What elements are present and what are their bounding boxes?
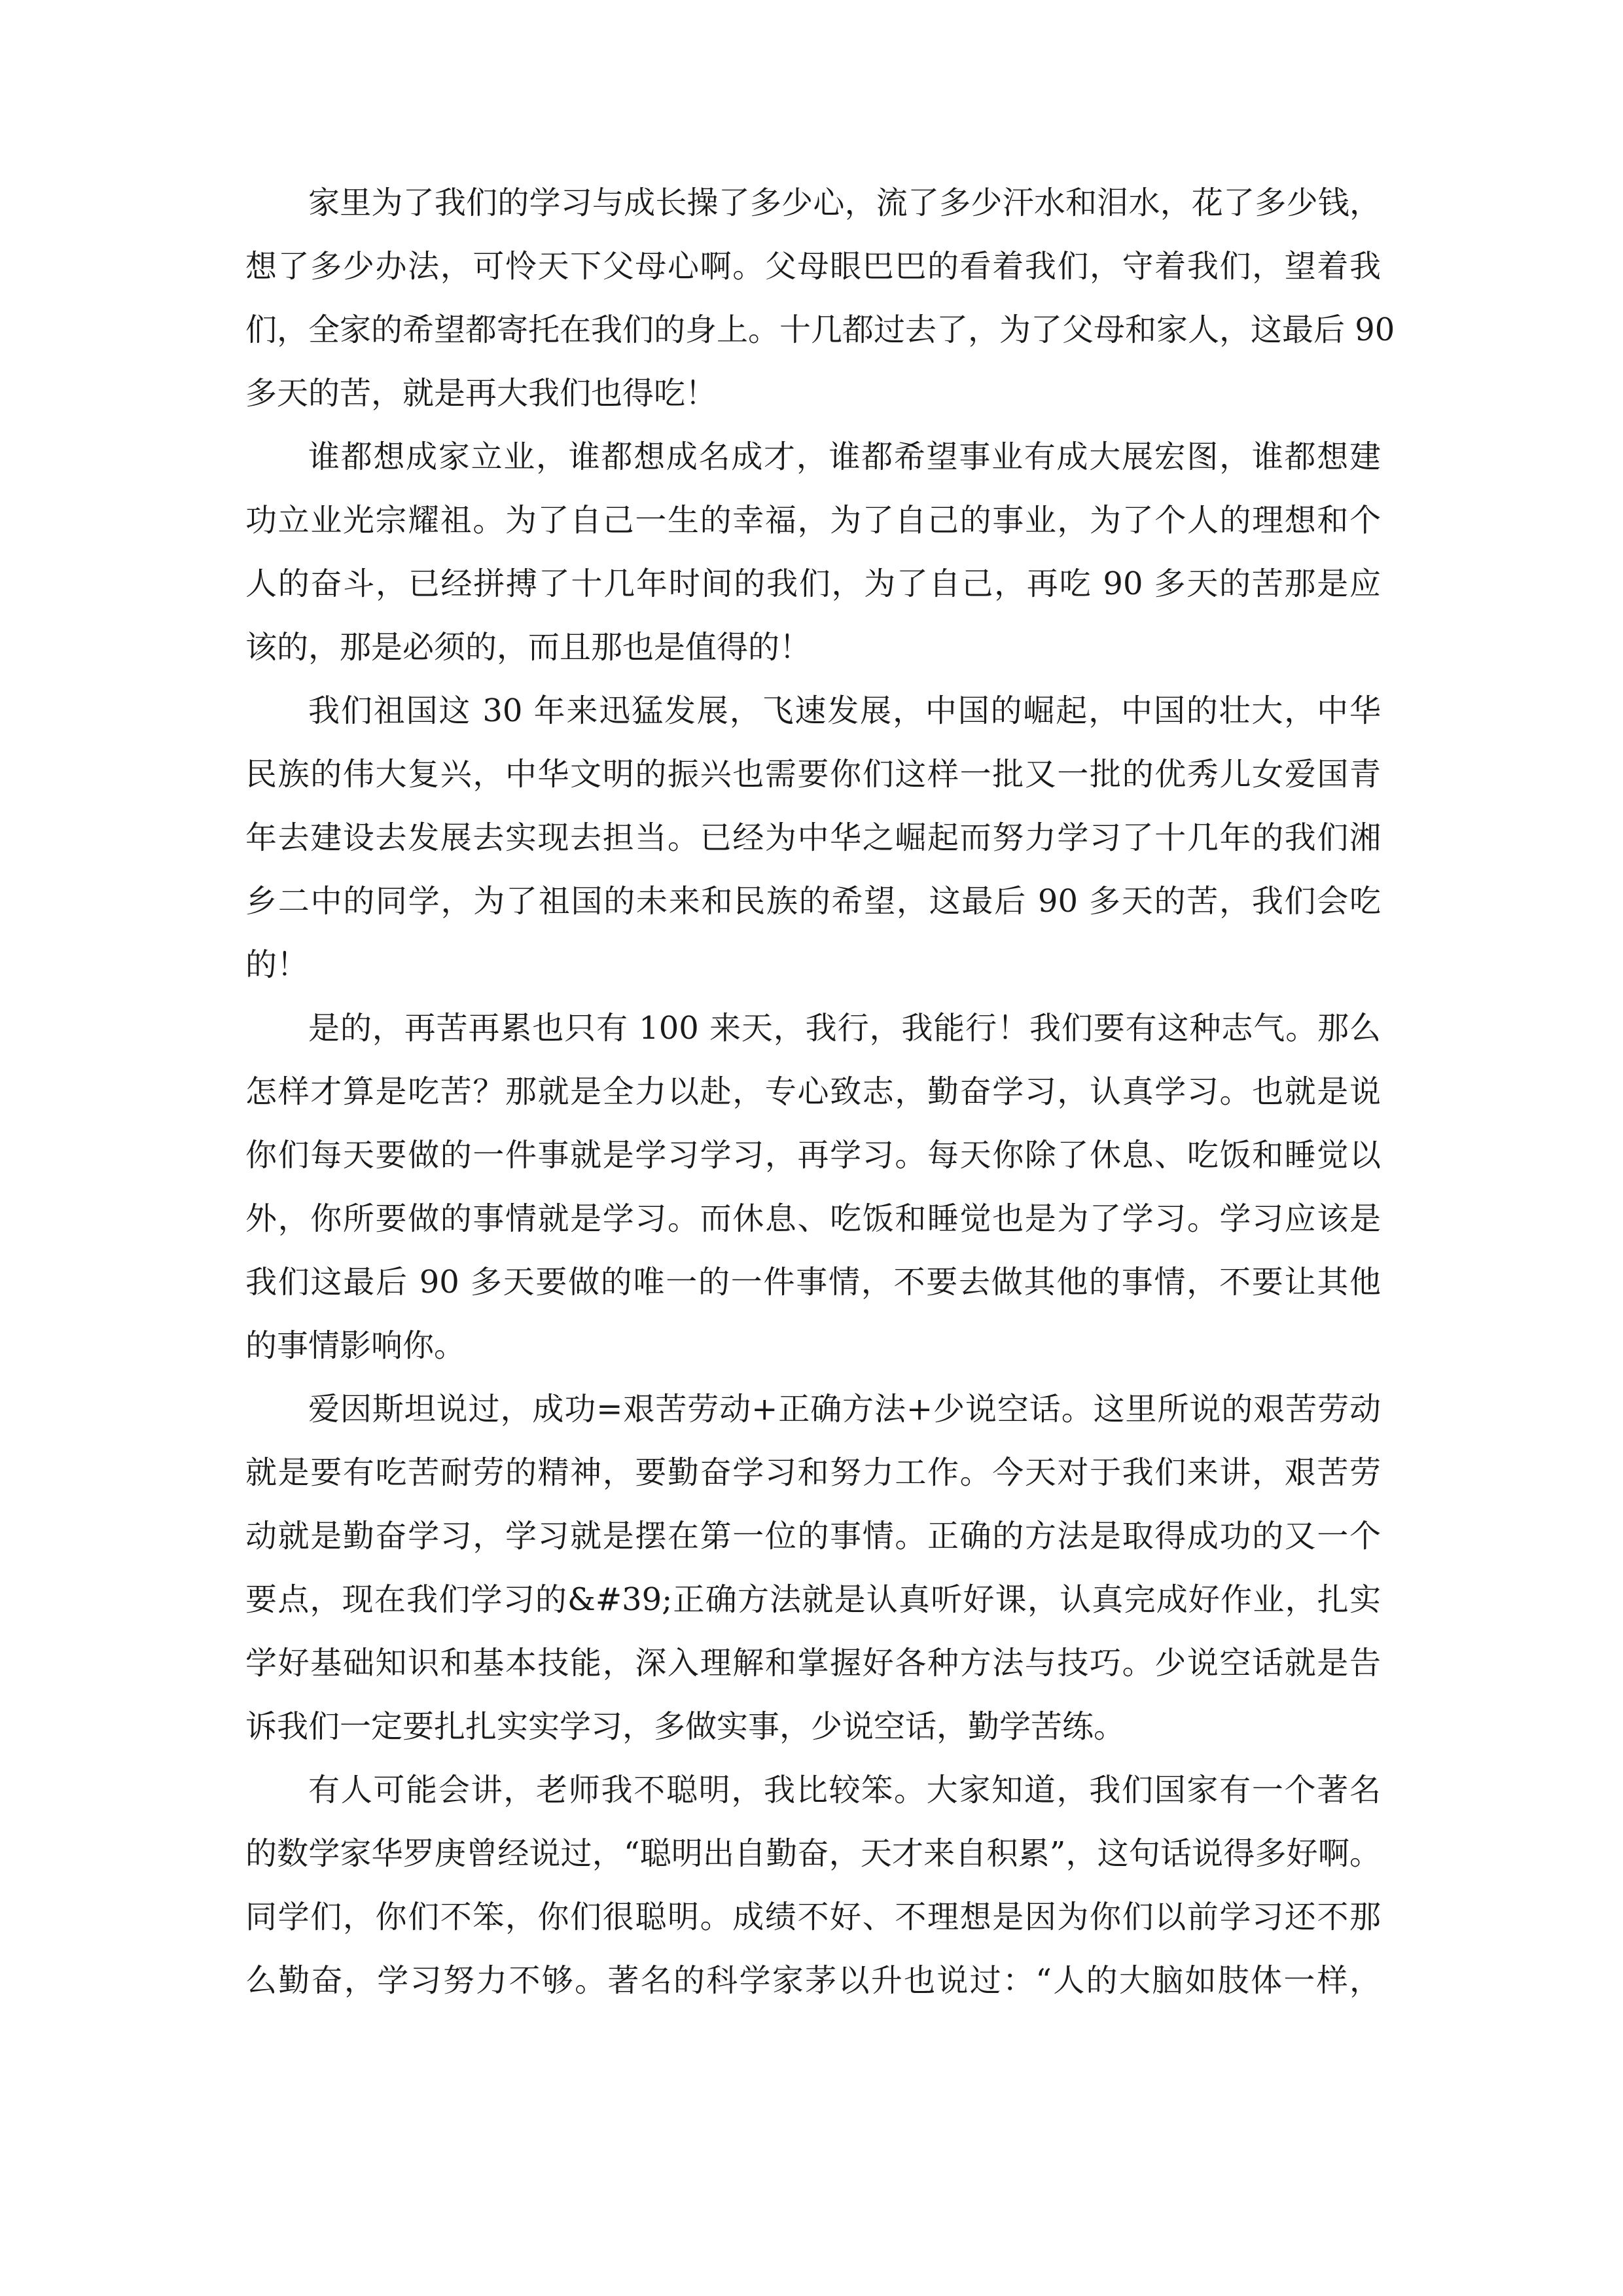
text-line: 谁都想成家立业，谁都想成名成才，谁都希望事业有成大展宏图，谁都想建 <box>308 439 1381 475</box>
text-line: 家里为了我们的学习与成长操了多少心，流了多少汗水和泪水，花了多少钱， <box>308 185 1381 221</box>
text-line: 的！ <box>245 946 309 983</box>
text-line: 功立业光宗耀祖。为了自己一生的幸福，为了自己的事业，为了个人的理想和个 <box>245 502 1381 539</box>
text-line: 我们这最后 90 多天要做的唯一的一件事情，不要去做其他的事情，不要让其他 <box>245 1264 1381 1300</box>
text-line: 学好基础知识和基本技能，深入理解和掌握好各种方法与技巧。少说空话就是告 <box>245 1645 1381 1681</box>
paragraph-5 <box>245 1378 1381 1759</box>
text-line: 爱因斯坦说过，成功=艰苦劳动+正确方法+少说空话。这里所说的艰苦劳动 <box>308 1391 1381 1427</box>
text-line: 外，你所要做的事情就是学习。而休息、吃饭和睡觉也是为了学习。学习应该是 <box>245 1200 1381 1237</box>
paragraph-6 <box>245 1759 1381 2013</box>
text-line: 人的奋斗，已经拼搏了十几年时间的我们，为了自己，再吃 90 多天的苦那是应 <box>245 565 1381 602</box>
text-line: 你们每天要做的一件事就是学习学习，再学习。每天你除了休息、吃饭和睡觉以 <box>245 1137 1381 1174</box>
text-line: 的数学家华罗庚曾经说过，“聪明出自勤奋，天才来自积累”，这句话说得多好啊。 <box>245 1835 1381 1872</box>
text-line: 诉我们一定要扎扎实实学习，多做实事，少说空话，勤学苦练。 <box>245 1708 1126 1745</box>
text-line: 该的，那是必须的，而且那也是值得的！ <box>245 629 812 666</box>
document-body <box>245 171 1395 2013</box>
paragraph-4 <box>245 997 1381 1378</box>
paragraph-3 <box>245 679 1381 997</box>
text-line: 们，全家的希望都寄托在我们的身上。十几都过去了，为了父母和家人，这最后 90 <box>245 312 1395 348</box>
text-line: 是的，再苦再累也只有 100 来天，我行，我能行！我们要有这种志气。那么 <box>308 1010 1381 1047</box>
paragraph-2 <box>245 425 1381 679</box>
text-line: 民族的伟大复兴，中华文明的振兴也需要你们这样一批又一批的优秀儿女爱国青 <box>245 756 1381 793</box>
text-line: 想了多少办法，可怜天下父母心啊。父母眼巴巴的看着我们，守着我们，望着我 <box>245 248 1381 285</box>
text-line: 年去建设去发展去实现去担当。已经为中华之崛起而努力学习了十几年的我们湘 <box>245 819 1381 856</box>
text-line: 同学们，你们不笨，你们很聪明。成绩不好、不理想是因为你们以前学习还不那 <box>245 1899 1381 1935</box>
text-line: 动就是勤奋学习，学习就是摆在第一位的事情。正确的方法是取得成功的又一个 <box>245 1518 1381 1554</box>
text-line: 多天的苦，就是再大我们也得吃！ <box>245 375 717 412</box>
text-line: 就是要有吃苦耐劳的精神，要勤奋学习和努力工作。今天对于我们来讲，艰苦劳 <box>245 1454 1381 1491</box>
text-line: 的事情影响你。 <box>245 1327 466 1364</box>
text-line: 乡二中的同学，为了祖国的未来和民族的希望，这最后 90 多天的苦，我们会吃 <box>245 883 1381 920</box>
text-line: 我们祖国这 30 年来迅猛发展，飞速发展，中国的崛起，中国的壮大，中华 <box>308 692 1381 729</box>
text-line: 要点，现在我们学习的&#39;正确方法就是认真听好课，认真完成好作业，扎实 <box>245 1581 1381 1618</box>
text-line: 有人可能会讲，老师我不聪明，我比较笨。大家知道，我们国家有一个著名 <box>308 1772 1381 1808</box>
text-line: 么勤奋，学习努力不够。著名的科学家茅以升也说过：“人的大脑如肢体一样， <box>245 1962 1381 1999</box>
paragraph-1 <box>245 171 1395 425</box>
text-line: 怎样才算是吃苦？那就是全力以赴，专心致志，勤奋学习，认真学习。也就是说 <box>245 1073 1381 1110</box>
